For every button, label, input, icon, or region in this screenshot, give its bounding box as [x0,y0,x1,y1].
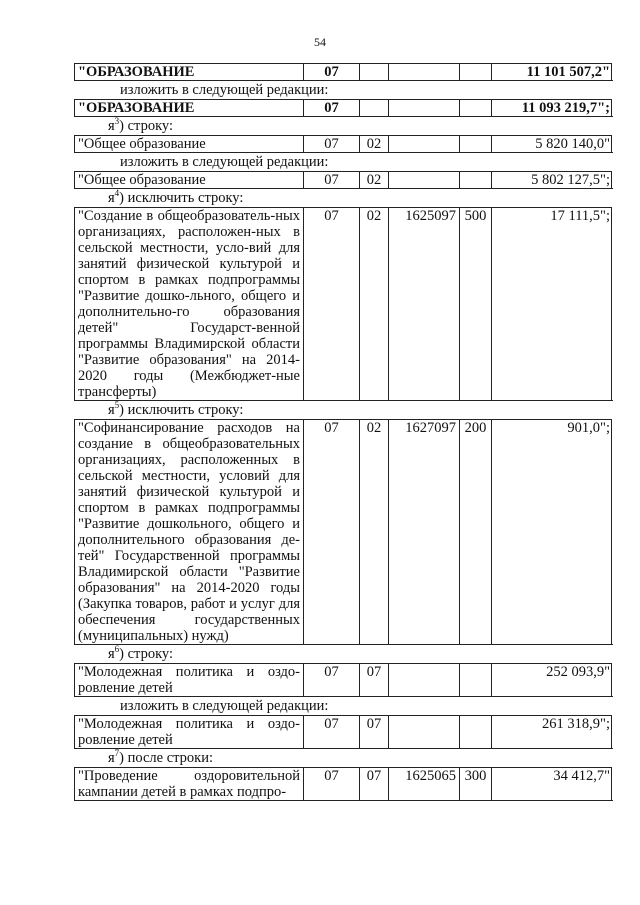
instruction-text: изложить в следующей редакции: [120,154,329,170]
row-name: "Общее образование [75,136,304,153]
row-name: "Создание в общеобразователь-ных организациях, расположен-ных в сельской местности, усло-вий для занятий физической культурой и спортом в рамках подпрограммы "Развитие дошко-льного, общего и дополнительно-го образования детей" Государст-венной программы Владимирской области "Развитие образования" на 2014-2020 годы (Межбюджет-ные трансферты) [75,208,304,401]
row-expense-type: 200 [460,420,492,645]
row-target-code: 1625097 [389,208,460,401]
table-row [74,63,612,81]
page-number: 54 [314,35,326,49]
row-amount: 5 802 127,5"; [492,172,613,189]
instruction-text: $я^3$) строку: [108,116,174,134]
row-amount: 34 412,7" [492,768,613,801]
row-subsection-code: 07 [360,716,389,749]
row-expense-type [460,664,492,697]
row-subsection-code: 07 [360,768,389,801]
row-expense-type [460,172,492,189]
row-section-code: 07 [304,664,360,697]
row-target-code [389,136,460,153]
row-target-code [389,172,460,189]
table-row [74,99,612,117]
table-row [74,715,612,749]
row-name: "Проведение оздоровительной кампании детей в рамках подпро- [75,768,304,801]
table-row [74,767,612,801]
table-row [74,663,612,697]
row-section-code: 07 [304,420,360,645]
table-row [74,135,612,153]
row-name: "Молодежная политика и оздо-ровление детей [75,664,304,697]
instruction-text: изложить в следующей редакции: [120,698,329,714]
row-subsection-code [360,64,389,81]
row-section-code: 07 [304,208,360,401]
row-expense-type [460,716,492,749]
row-amount: 5 820 140,0" [492,136,613,153]
row-subsection-code: 07 [360,664,389,697]
row-subsection-code: 02 [360,208,389,401]
row-amount: 11 093 219,7"; [492,100,613,117]
row-target-code [389,716,460,749]
table-row [74,207,612,401]
row-name: "Общее образование [75,172,304,189]
table-row [74,171,612,189]
instruction-text: $я^5$) исключить строку: [108,400,244,418]
row-expense-type: 300 [460,768,492,801]
row-section-code: 07 [304,172,360,189]
row-name: "Софинансирование расходов на создание в общеобразовательных организациях, расположенных в сельской местности, условий для занятий физической культурой и спортом в рамках подпрограммы "Развитие дошкольного, общего и дополнительного образования де-тей" Государственной программы Владимирской области "Развитие образования" на 2014-2020 годы (Закупка товаров, работ и услуг для обеспечения государственных (муниципальных) нужд) [75,420,304,645]
row-target-code: 1627097 [389,420,460,645]
row-target-code: 1625065 [389,768,460,801]
row-amount: 17 111,5"; [492,208,613,401]
row-section-code: 07 [304,100,360,117]
row-expense-type: 500 [460,208,492,401]
row-target-code [389,664,460,697]
row-amount: 252 093,9" [492,664,613,697]
row-expense-type [460,100,492,117]
row-amount: 901,0"; [492,420,613,645]
row-name: "Молодежная политика и оздо-ровление детей [75,716,304,749]
row-name: "ОБРАЗОВАНИЕ [75,64,304,81]
row-expense-type [460,64,492,81]
instruction-text: $я^4$) исключить строку: [108,188,244,206]
row-subsection-code [360,100,389,117]
row-target-code [389,100,460,117]
row-section-code: 07 [304,64,360,81]
row-subsection-code: 02 [360,136,389,153]
row-subsection-code: 02 [360,172,389,189]
row-name: "ОБРАЗОВАНИЕ [75,100,304,117]
row-section-code: 07 [304,768,360,801]
row-section-code: 07 [304,716,360,749]
row-amount: 261 318,9"; [492,716,613,749]
row-amount: 11 101 507,2" [492,64,613,81]
row-subsection-code: 02 [360,420,389,645]
table-row [74,419,612,645]
row-expense-type [460,136,492,153]
budget-amendments [74,63,612,801]
row-section-code: 07 [304,136,360,153]
instruction-text: $я^7$) после строки: [108,748,214,766]
row-target-code [389,64,460,81]
instruction-text: изложить в следующей редакции: [120,82,329,98]
instruction-text: $я^6$) строку: [108,644,174,662]
